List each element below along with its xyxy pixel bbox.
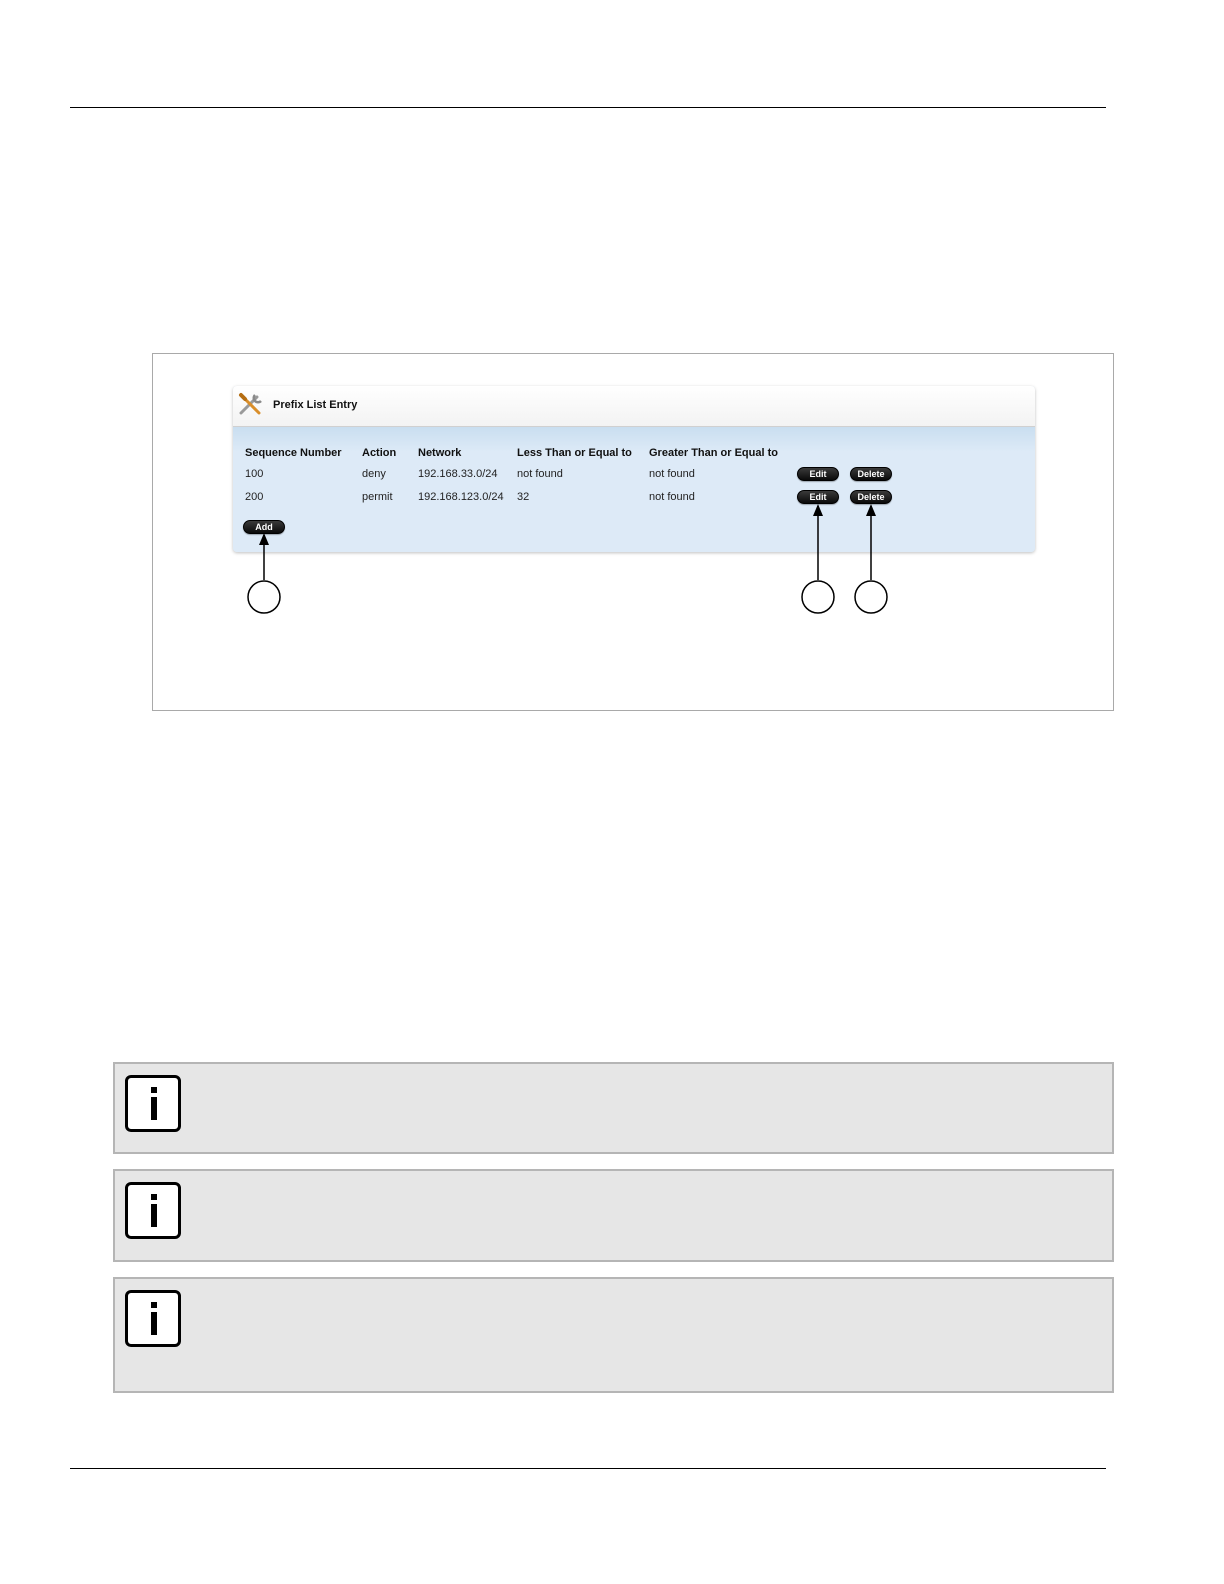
row-1-network: 192.168.33.0/24 xyxy=(418,468,498,480)
col-header-le: Less Than or Equal to xyxy=(517,447,632,459)
row-2-le: 32 xyxy=(517,491,530,503)
row-2-sequence: 200 xyxy=(245,491,264,503)
col-header-ge: Greater Than or Equal to xyxy=(649,447,778,459)
panel-body xyxy=(233,427,1035,552)
header-rule xyxy=(70,107,1106,108)
row-1-ge: not found xyxy=(649,468,695,480)
info-icon xyxy=(125,1075,181,1132)
info-icon xyxy=(125,1290,181,1347)
row-1-sequence: 100 xyxy=(245,468,264,480)
footer-rule xyxy=(70,1468,1106,1469)
info-icon xyxy=(125,1182,181,1239)
row-2-ge: not found xyxy=(649,491,695,503)
panel-header xyxy=(233,386,1035,427)
row-2-edit-button[interactable]: Edit xyxy=(797,490,839,504)
row-2-delete-button[interactable]: Delete xyxy=(850,490,892,504)
col-header-network: Network xyxy=(418,447,462,459)
add-button[interactable]: Add xyxy=(243,520,285,534)
col-header-action: Action xyxy=(362,447,397,459)
note-box xyxy=(113,1062,1114,1154)
note-box xyxy=(113,1169,1114,1262)
row-1-edit-button[interactable]: Edit xyxy=(797,467,839,481)
prefix-list-entry-panel xyxy=(233,386,1035,552)
row-1-action: deny xyxy=(362,468,386,480)
row-1-delete-button[interactable]: Delete xyxy=(850,467,892,481)
row-2-network: 192.168.123.0/24 xyxy=(418,491,504,503)
row-1-le: not found xyxy=(517,468,563,480)
row-2-action: permit xyxy=(362,491,393,503)
col-header-sequence: Sequence Number xyxy=(245,447,342,459)
panel-title: Prefix List Entry xyxy=(273,399,358,411)
note-box xyxy=(113,1277,1114,1393)
wrench-screwdriver-icon xyxy=(237,391,265,419)
